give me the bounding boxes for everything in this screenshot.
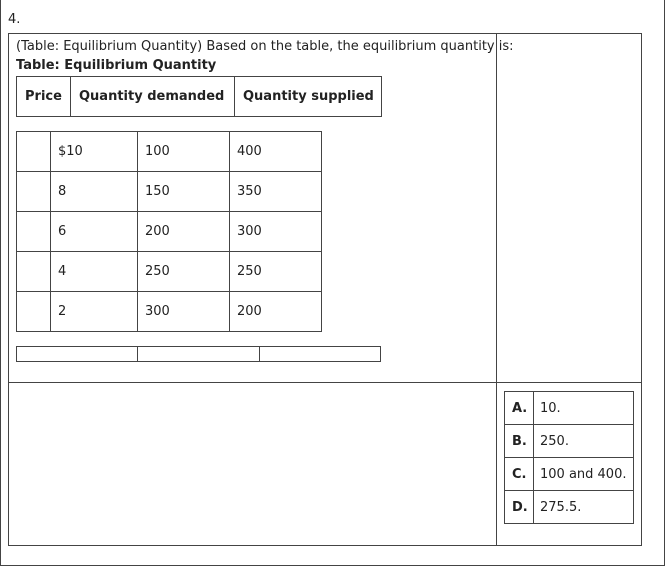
table-cell: 350 bbox=[230, 172, 322, 212]
table-row bbox=[17, 252, 322, 292]
horizontal-divider bbox=[8, 382, 642, 383]
answer-text: 275.5. bbox=[534, 491, 634, 524]
table-cell bbox=[17, 212, 51, 252]
table-cell bbox=[17, 252, 51, 292]
table-cell: 250 bbox=[230, 252, 322, 292]
table-row bbox=[17, 292, 322, 332]
vertical-divider bbox=[496, 33, 497, 546]
table-cell: 4 bbox=[51, 252, 138, 292]
table-cell bbox=[17, 132, 51, 172]
table-row bbox=[17, 212, 322, 252]
table-cell: 200 bbox=[230, 292, 322, 332]
question-number: 4. bbox=[8, 12, 21, 27]
table-header bbox=[16, 76, 382, 117]
data-table bbox=[16, 131, 322, 332]
table-cell bbox=[17, 172, 51, 212]
header-quantity-demanded: Quantity demanded bbox=[71, 77, 235, 117]
answer-option-c[interactable] bbox=[505, 458, 634, 491]
table-cell: 400 bbox=[230, 132, 322, 172]
empty-table-row bbox=[16, 346, 381, 362]
answer-option-a[interactable] bbox=[505, 392, 634, 425]
table-cell bbox=[17, 292, 51, 332]
answer-letter: A. bbox=[505, 392, 534, 425]
table-cell: 250 bbox=[138, 252, 230, 292]
question-prompt: (Table: Equilibrium Quantity) Based on the table, the equilibrium quantity is: bbox=[16, 39, 514, 54]
answer-option-b[interactable] bbox=[505, 425, 634, 458]
table-cell: 150 bbox=[138, 172, 230, 212]
answer-letter: C. bbox=[505, 458, 534, 491]
answer-letter: D. bbox=[505, 491, 534, 524]
answer-text: 10. bbox=[534, 392, 634, 425]
table-cell: 6 bbox=[51, 212, 138, 252]
header-quantity-supplied: Quantity supplied bbox=[235, 77, 382, 117]
answer-choices bbox=[504, 391, 634, 524]
empty-cell bbox=[138, 347, 260, 362]
table-cell: 2 bbox=[51, 292, 138, 332]
table-cell: 300 bbox=[230, 212, 322, 252]
table-cell: 300 bbox=[138, 292, 230, 332]
table-cell: 200 bbox=[138, 212, 230, 252]
table-row bbox=[17, 172, 322, 212]
answer-letter: B. bbox=[505, 425, 534, 458]
answer-option-d[interactable] bbox=[505, 491, 634, 524]
empty-cell bbox=[260, 347, 381, 362]
header-price: Price bbox=[17, 77, 71, 117]
table-cell: 100 bbox=[138, 132, 230, 172]
empty-cell bbox=[17, 347, 138, 362]
answer-text: 100 and 400. bbox=[534, 458, 634, 491]
table-row bbox=[17, 132, 322, 172]
answer-text: 250. bbox=[534, 425, 634, 458]
table-title: Table: Equilibrium Quantity bbox=[16, 58, 217, 73]
table-cell: $10 bbox=[51, 132, 138, 172]
table-cell: 8 bbox=[51, 172, 138, 212]
